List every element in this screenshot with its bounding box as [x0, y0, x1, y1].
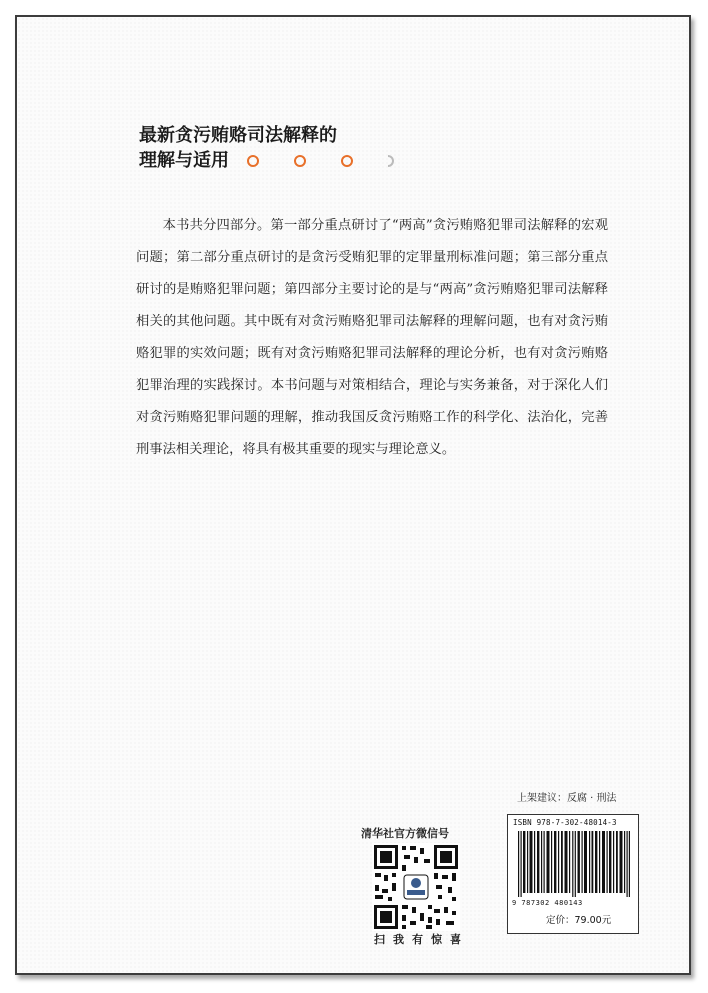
isbn-text: ISBN 978-7-302-48014-3	[513, 818, 617, 827]
price: 定价：79.00元	[546, 915, 612, 926]
qr-caption: 扫我有惊喜	[374, 933, 469, 946]
circle-icon	[294, 155, 306, 167]
book-description: 本书共分四部分。第一部分重点研讨了“两高”贪污贿赂犯罪司法解释的宏观问题；第二部分重点研讨的是贪污受贿犯罪的定罪量刑标准问题；第三部分重点研讨的是贿赂犯罪问题；第四部分主要讨论的是与“两高”贪污贿赂犯罪司法解释相关的其他问题。其中既有对贪污贿赂犯罪司法解释的理解问题，也有对贪污贿赂犯罪的实效问题；既有对贪污贿赂犯罪司法解释的理论分析，也有对贪污贿赂犯罪治理的实践探讨。本书问题与对策相结合，理论与实务兼备，对于深化人们对贪污贿赂犯罪问题的理解，推动我国反贪污贿赂工作的科学化、法治化，完善刑事法相关理论，将具有极其重要的现实与理论意义。	[136, 218, 608, 457]
shelf-suggestion: 上架建议：反腐 · 刑法	[517, 793, 617, 804]
qr-label: 清华社官方微信号	[361, 827, 449, 840]
book-back-cover	[15, 15, 691, 975]
half-circle-icon	[388, 155, 394, 167]
qr-code[interactable]	[372, 843, 460, 931]
title-line-1: 最新贪污贿赂司法解释的	[139, 125, 337, 146]
title-line-2: 理解与适用	[139, 150, 229, 171]
circle-icon	[247, 155, 259, 167]
decorative-dots	[247, 155, 394, 167]
book-title	[139, 123, 394, 173]
barcode	[518, 831, 630, 897]
circle-icon	[341, 155, 353, 167]
title-line-2-row	[139, 148, 394, 173]
isbn-barcode-box	[507, 814, 639, 934]
isbn-digits: 9 787302 480143	[512, 899, 583, 907]
